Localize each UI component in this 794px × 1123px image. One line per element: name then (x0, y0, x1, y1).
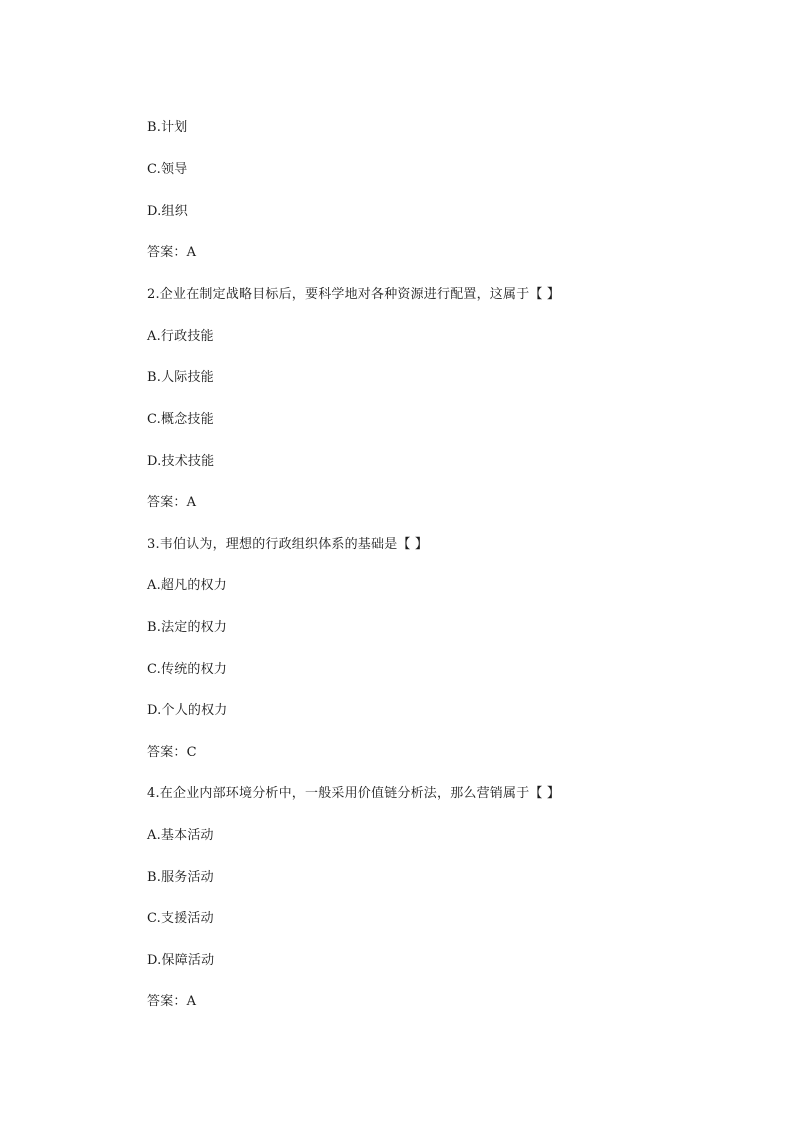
q1-answer: 答案：A (147, 245, 197, 260)
q2-option-c: C.概念技能 (147, 412, 214, 427)
q1-option-b: B.计划 (147, 120, 188, 135)
q2-option-d: D.技术技能 (147, 454, 215, 469)
q3-answer: 答案：C (147, 745, 197, 760)
q3-option-c: C.传统的权力 (147, 662, 228, 677)
q3-option-d: D.个人的权力 (147, 703, 228, 718)
q2-answer: 答案：A (147, 495, 197, 510)
q4-question: 4.在企业内部环境分析中，一般采用价值链分析法，那么营销属于【 】 (147, 786, 561, 801)
q1-option-c: C.领导 (147, 162, 188, 177)
q1-option-d: D.组织 (147, 204, 188, 219)
q2-option-a: A.行政技能 (147, 329, 214, 344)
q2-question: 2.企业在制定战略目标后，要科学地对各种资源进行配置，这属于【 】 (147, 287, 561, 302)
q4-answer: 答案：A (147, 994, 197, 1009)
q4-option-d: D.保障活动 (147, 953, 215, 968)
q3-option-a: A.超凡的权力 (147, 578, 227, 593)
q2-option-b: B.人际技能 (147, 370, 214, 385)
q4-option-b: B.服务活动 (147, 870, 214, 885)
q4-option-a: A.基本活动 (147, 828, 214, 843)
q4-option-c: C.支援活动 (147, 911, 214, 926)
q3-option-b: B.法定的权力 (147, 620, 228, 635)
q3-question: 3.韦伯认为，理想的行政组织体系的基础是【 】 (147, 537, 429, 552)
